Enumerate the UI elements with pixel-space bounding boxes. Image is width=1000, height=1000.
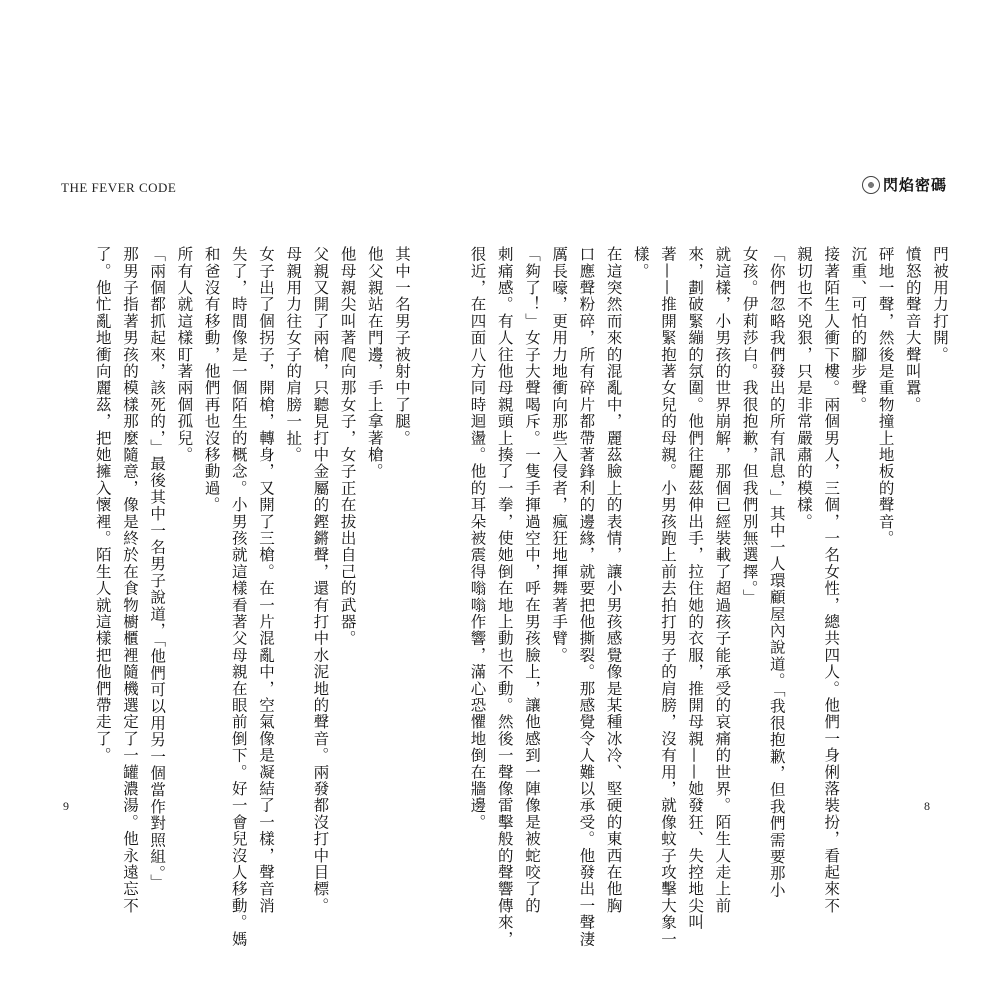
running-head-right [862,174,947,195]
text-line: 那男子指著男孩的模樣那麼隨意，像是終於在食物櫥櫃裡隨機選定了一罐濃湯。他永遠忘不 [120,246,139,914]
text-line: 「夠了！」女子大聲喝斥。一隻手揮過空中，呼在男孩臉上，讓他感到一陣像是被蛇咬了的 [522,246,541,914]
text-line: 他父親站在門邊，手上拿著槍。 [365,246,384,480]
text-line: 砰地一聲，然後是重物撞上地板的聲音。 [876,246,895,547]
left-page-text [93,246,415,948]
text-line: 母親用力往女子的肩膀一扯。 [284,246,303,464]
text-line: 樣。 [631,246,650,280]
text-line: 父親又開了兩槍，只聽見打中金屬的鏗鏘聲，還有打中水泥地的聲音。兩發都沒打中目標。 [311,246,330,914]
text-line: 女孩。伊莉莎白。我很抱歉，但我們別無選擇。」 [740,246,759,606]
text-line: 憤怒的聲音大聲叫囂。 [903,246,922,413]
text-line: 口應聲粉碎，所有碎片都帶著鋒利的邊緣，就要把他撕裂。那感覺令人難以承受。他發出一聲淒 [577,246,596,948]
text-line: 「兩個都抓起來，該死的，」最後其中一名男子說道，「他們可以用另一個當作對照組。」 [148,246,167,891]
book-logo-icon [862,176,880,194]
text-line: 其中一名男子被射中了腿。 [393,246,411,447]
text-line: 所有人就這樣盯著兩個孤兒。 [175,246,194,464]
text-line: 著——推開緊抱著女兒的母親。小男孩跑上前去拍打男子的肩膀，沒有用，就像蚊子攻擊大象一 [658,246,677,948]
right-page-text [468,246,953,948]
text-line: 女子出了個拐子，開槍，轉身，又開了三槍。在一片混亂中，空氣像是凝結了一樣，聲音消 [256,246,275,914]
text-line: 「你們忽略我們發出的所有訊息，」其中一人環顧屋內說道。「我很抱歉，但我們需要那小 [767,246,786,899]
text-line: 了。他忙亂地衝向麗茲，把她擁入懷裡。陌生人就這樣把他們帶走了。 [93,246,112,764]
text-line: 就這樣，小男孩的世界崩解，那個已經裝載了超過孩子能承受的哀痛的世界。陌生人走上前 [713,246,732,914]
text-line: 沉重、可怕的腳步聲。 [849,246,868,413]
text-line: 刺痛感。有人往他母親頭上揍了一拳，使她倒在地上動也不動。然後一聲像雷擊般的聲響傳來， [495,246,514,948]
page-number-right: 8 [924,799,930,813]
text-line: 接著陌生人衝下樓。兩個男人，三個，一名女性，總共四人。他們一身俐落裝扮，看起來不 [822,246,841,914]
running-head-left: THE FEVER CODE [61,180,177,195]
text-line: 在這突然而來的混亂中，麗茲臉上的表情，讓小男孩感覺像是某種冰冷、堅硬的東西在他胸 [604,246,623,914]
text-line: 來，劃破緊繃的氛圍。他們往麗茲伸出手，拉住她的衣服，推開母親——她發狂、失控地尖叫 [686,246,705,931]
page-number-left: 9 [63,799,69,813]
text-line: 門被用力打開。 [931,246,949,363]
text-line: 厲長嚎，更用力地衝向那些入侵者，瘋狂地揮舞著手臂。 [550,246,569,664]
text-line: 親切也不兇狠，只是非常嚴肅的模樣。 [794,246,813,530]
text-line: 和爸沒有移動，他們再也沒移動過。 [202,246,221,514]
text-line: 他母親尖叫著爬向那女子，女子正在拔出自己的武器。 [338,246,357,647]
running-head-title: 閃焰密碼 [883,176,948,194]
text-line: 很近，在四面八方同時迴盪。他的耳朵被震得嗡嗡作響，滿心恐懼地倒在牆邊。 [468,246,487,831]
text-line: 失了，時間像是一個陌生的概念。小男孩就這樣看著父母親在眼前倒下。好一會兒沒人移動。媽 [229,246,248,948]
